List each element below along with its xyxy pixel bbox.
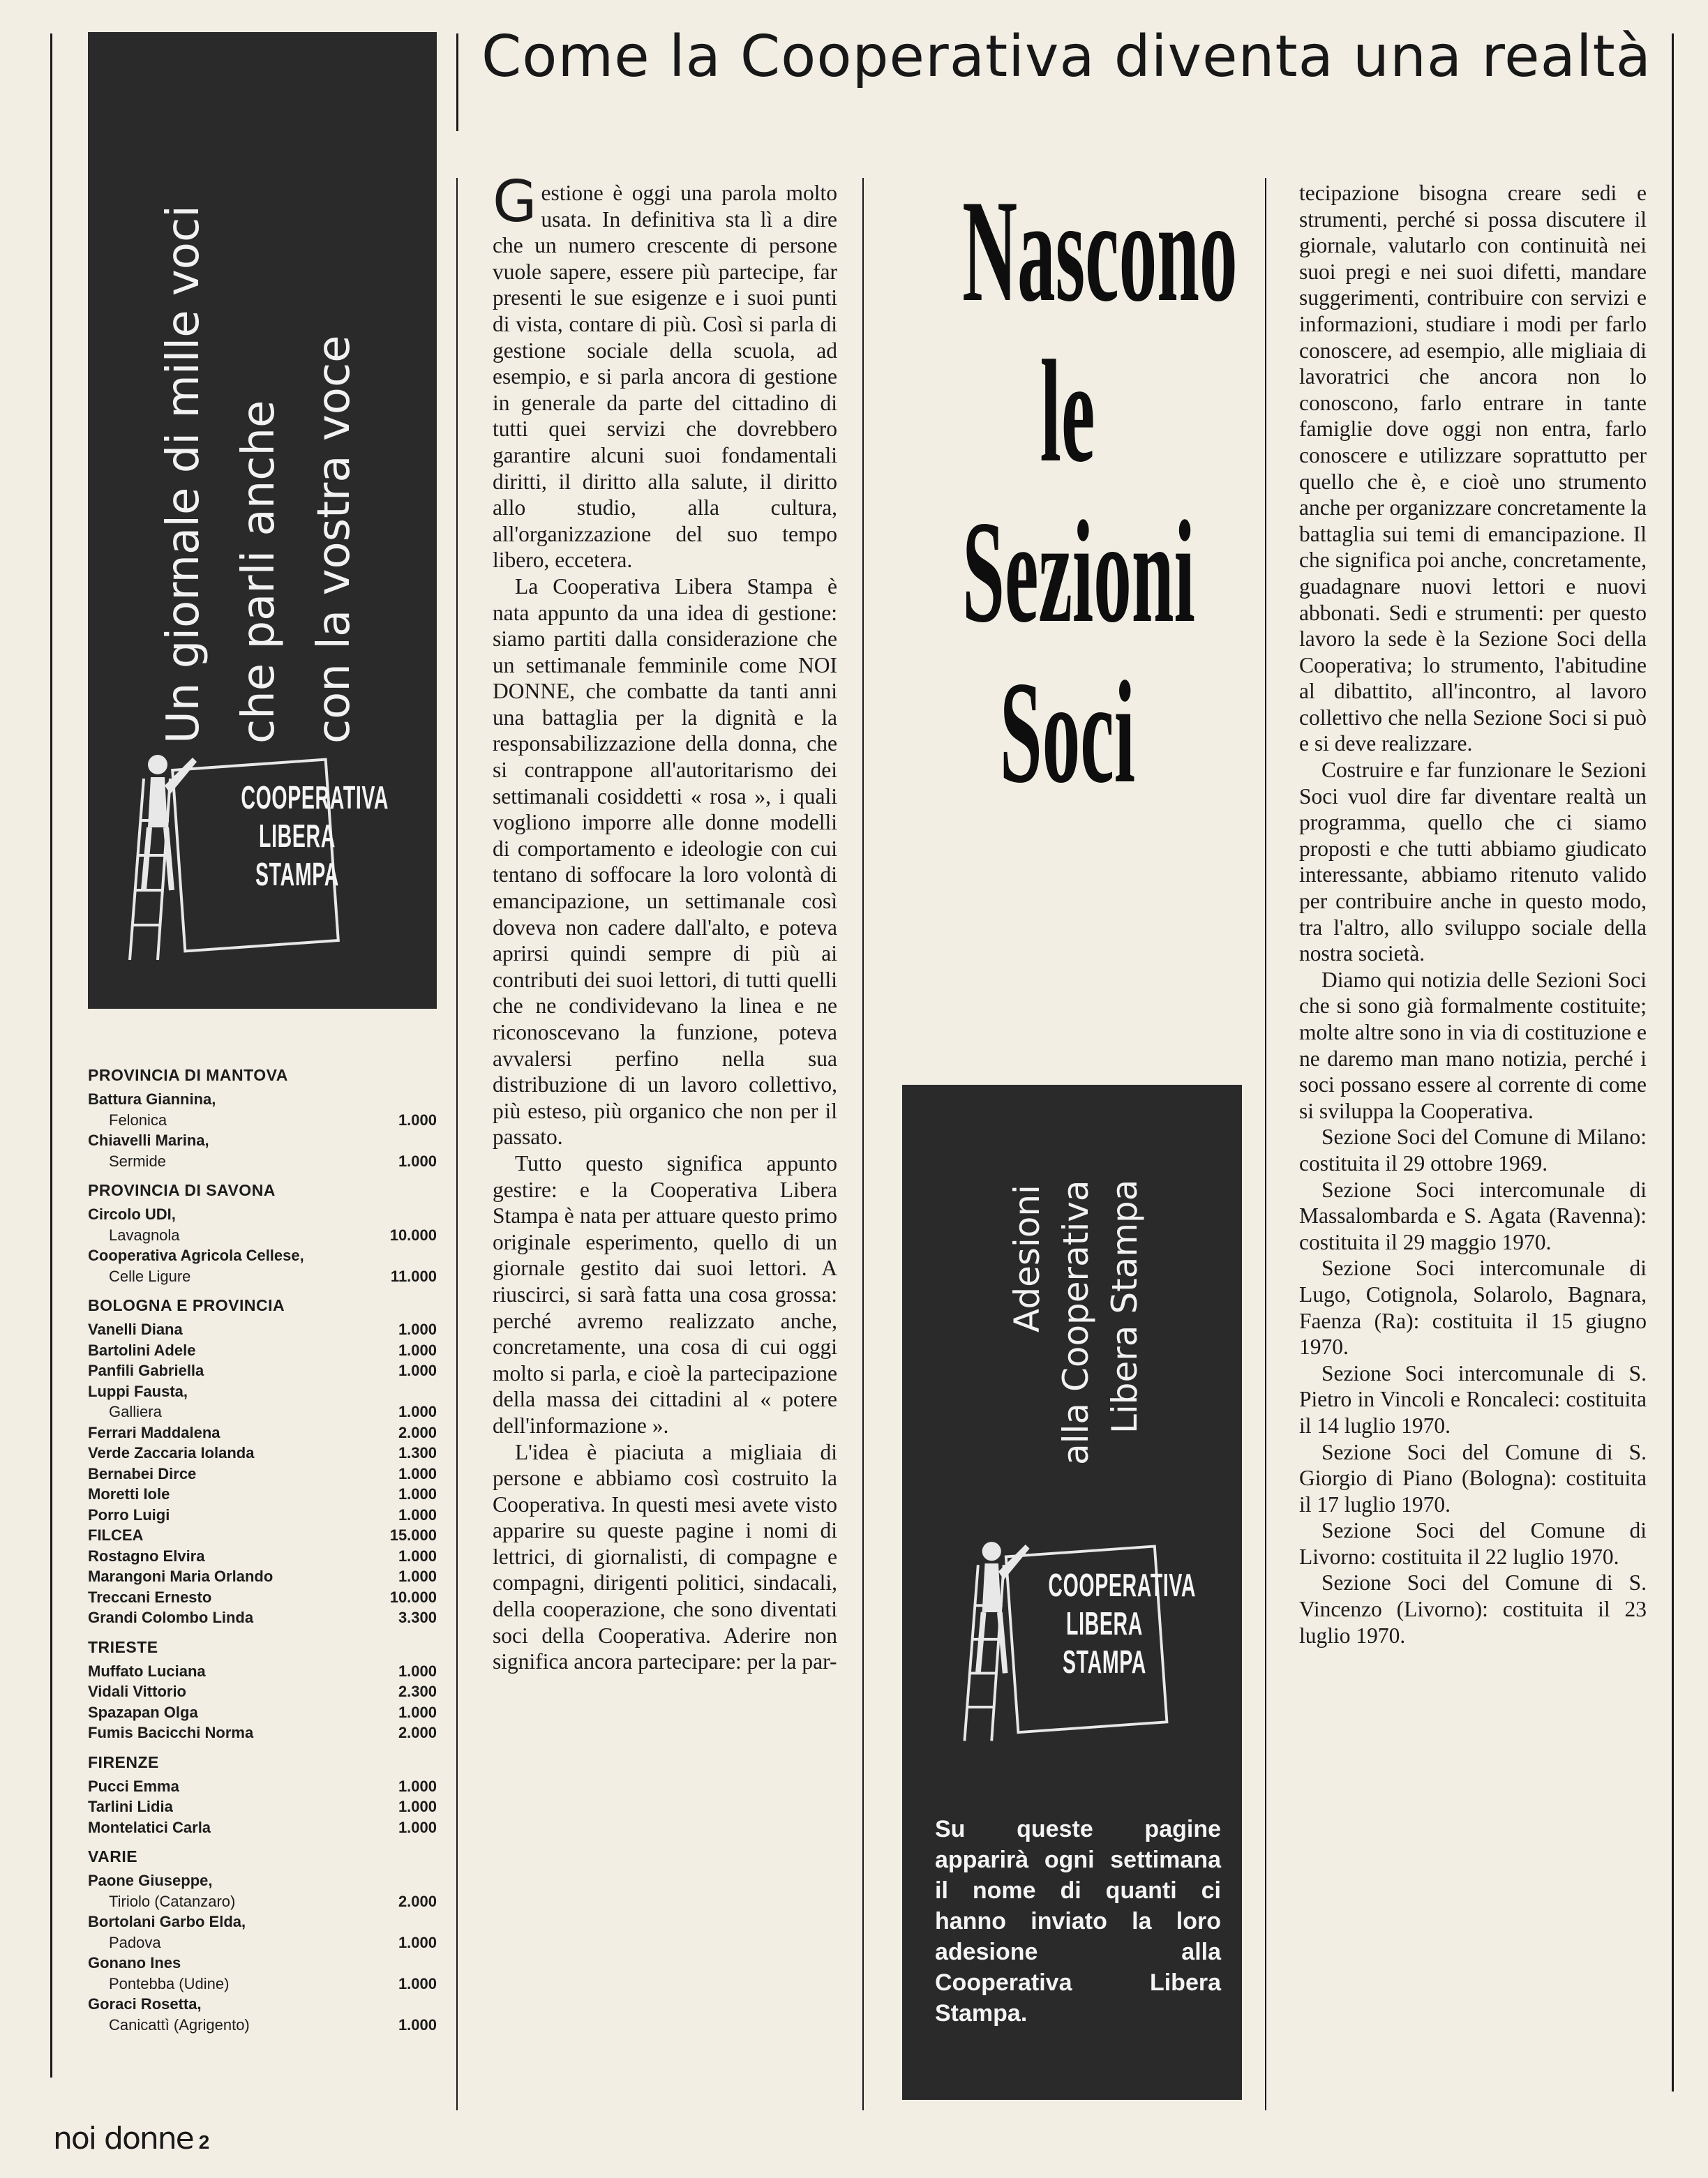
donor-row xyxy=(88,1870,437,1891)
donor-name: Battura Giannina, xyxy=(88,1090,216,1108)
page-title: Come la Cooperativa diventa una realtà xyxy=(481,24,1652,90)
donor-name: Cooperativa Agricola Cellese, xyxy=(88,1247,304,1264)
donor-name: Paone Giuseppe, xyxy=(88,1872,213,1889)
donor-name: Montelatici Carla xyxy=(88,1818,211,1836)
donor-name: Pucci Emma xyxy=(88,1777,179,1795)
donor-name: Vanelli Diana xyxy=(88,1321,183,1338)
donor-amount: 1.000 xyxy=(398,1362,437,1379)
donor-amount: 1.000 xyxy=(398,1547,437,1565)
column-rule-1 xyxy=(456,178,458,2110)
article-paragraph: Sezione Soci intercomunale di Massalombarda e S. Agata (Ravenna): costituita il 29 maggio 1970. xyxy=(1299,1177,1647,1254)
donor-amount: 1.000 xyxy=(398,1464,437,1482)
donor-name: Panfili Gabriella xyxy=(88,1362,204,1379)
page-number: 2 xyxy=(198,2131,210,2153)
donor-amount: 1.000 xyxy=(398,1321,437,1338)
drop-cap: G xyxy=(493,169,537,235)
logo-line: LIBERA xyxy=(1066,1605,1143,1642)
donor-row xyxy=(88,1319,437,1340)
donor-amount: 11.000 xyxy=(390,1267,437,1285)
donor-amount: 1.000 xyxy=(398,1568,437,1585)
donor-group-heading: VARIE xyxy=(88,1847,138,1865)
donor-amount: 1.000 xyxy=(398,1798,437,1815)
donor-amount: 1.000 xyxy=(398,1662,437,1680)
donor-name: Galliera xyxy=(109,1403,162,1420)
headline-word: Soci xyxy=(999,652,1136,813)
donor-name: Canicattì (Agrigento) xyxy=(109,2015,250,2034)
donor-row xyxy=(88,1110,437,1131)
donor-row xyxy=(88,1722,437,1743)
donor-name: FILCEA xyxy=(88,1526,144,1544)
donor-amount: 1.000 xyxy=(398,1485,437,1503)
column-rule-2 xyxy=(862,178,864,2110)
logo-line: COOPERATIVA xyxy=(241,779,389,816)
logo-line: COOPERATIVA xyxy=(1048,1567,1197,1603)
paragraph-text: estione è oggi una parola molto usata. In definitiva sta lì a dire che un numero crescente di persone vuole sapere, essere più partecipe, far presenti le sue esigenze e i suoi punti di vista, contare di più. Così si parla di gestione sociale della scuola, ad esempio, e si parla ancora di gestione in generale da parte del cittadino di tutti quei servizi che dovrebbero garantire alcuni suoi fondamentali diritti, il diritto alla salute, il diritto allo studio, alla cultura, all'organizzazione del suo tempo libero, eccetera. xyxy=(493,181,837,573)
headline-word: le xyxy=(1040,331,1095,493)
donor-name: Bartolini Adele xyxy=(88,1341,196,1359)
article-column-right xyxy=(1299,180,1647,1648)
donor-group-heading: PROVINCIA DI MANTOVA xyxy=(88,1066,288,1084)
article-paragraph xyxy=(493,169,837,573)
donor-amount: 1.000 xyxy=(398,1703,437,1721)
donor-name: Luppi Fausta, xyxy=(88,1382,188,1400)
donor-name: Moretti Iole xyxy=(88,1485,170,1503)
donor-name: Gonano Ines xyxy=(88,1954,181,1972)
donor-name: Spazapan Olga xyxy=(88,1703,198,1721)
donor-name: Rostagno Elvira xyxy=(88,1547,205,1565)
donor-row xyxy=(88,1661,437,1682)
donor-name: Fumis Bacicchi Norma xyxy=(88,1724,254,1741)
donor-amount: 1.000 xyxy=(398,1341,437,1359)
donor-group xyxy=(88,1181,437,1286)
logo-line: STAMPA xyxy=(1063,1644,1146,1681)
donor-amount: 2.000 xyxy=(398,1724,437,1741)
donor-group xyxy=(88,1638,437,1743)
donor-row xyxy=(88,1443,437,1464)
donor-row xyxy=(88,1505,437,1526)
donor-group-heading: FIRENZE xyxy=(88,1752,159,1771)
article-paragraph: Sezione Soci del Comune di S. Vincenzo (Livorno): costituita il 23 luglio 1970. xyxy=(1299,1570,1647,1648)
donor-amount: 2.000 xyxy=(398,1892,437,1910)
donor-row xyxy=(88,1484,437,1505)
donor-row xyxy=(88,1546,437,1567)
donor-amount: 2.000 xyxy=(398,1423,437,1441)
donor-row xyxy=(88,1130,437,1151)
headline-word: Nascono xyxy=(962,170,1238,332)
donor-amount: 2.300 xyxy=(398,1683,437,1700)
banner-line-3: Libera Stampa xyxy=(1104,1179,1145,1434)
donor-name: Bernabei Dirce xyxy=(88,1464,197,1482)
donor-group xyxy=(88,1753,437,1838)
donor-row xyxy=(88,1402,437,1422)
donor-group-heading: TRIESTE xyxy=(88,1637,158,1656)
donor-name: Bortolani Garbo Elda, xyxy=(88,1913,246,1930)
donor-name: Verde Zaccaria Iolanda xyxy=(88,1444,255,1462)
left-banner xyxy=(88,32,437,1009)
donor-row xyxy=(88,1422,437,1443)
paragraph-text: Tutto questo significa appunto gestire: e la Cooperativa Libera Stampa è nata per attuare questo primo originale esperimento, quello di un giornale gestito dai suoi lettori. A riuscirci, si sarà fatta una cosa grossa: perché avremo realizzato anche, concretamente, una cosa di cui oggi molto si parla, e cioè la partecipazione della massa dei cittadini al « potere dell'informazione ». xyxy=(493,1150,837,1438)
donor-row xyxy=(88,1360,437,1381)
donor-amount: 15.000 xyxy=(389,1526,437,1544)
donor-row xyxy=(88,1225,437,1246)
donor-group xyxy=(88,1296,437,1628)
article-paragraph: Sezione Soci del Comune di Livorno: costituita il 22 luglio 1970. xyxy=(1299,1518,1647,1569)
donor-name: Sermide xyxy=(109,1152,166,1170)
adhesions-note: Su queste pagine apparirà ogni settimana il nome di quanti ci hanno inviato la loro adesione alla Cooperativa Libera Stampa. xyxy=(935,1816,1221,2027)
donor-name: Porro Luigi xyxy=(88,1505,170,1524)
donor-amount: 10.000 xyxy=(389,1226,437,1244)
title-right-rule xyxy=(1672,33,1674,2091)
donor-row xyxy=(88,1464,437,1485)
donor-row xyxy=(88,1381,437,1402)
logo-line: STAMPA xyxy=(255,856,339,893)
donor-row xyxy=(88,1702,437,1723)
donor-group-heading: PROVINCIA DI SAVONA xyxy=(88,1181,276,1199)
donor-row xyxy=(88,2015,437,2036)
paragraph-text: La Cooperativa Libera Stampa è nata appunto da una idea di gestione: siamo partiti dalla considerazione che un settimanale femminile come NOI DONNE, che combatte da tanti anni una battaglia per la dignità e la responsabilizzazione della donna, che si contrappone all'autoritarismo dei settimanali cosiddetti « rosa », i quali vogliono imporre alle donne modelli di comportamento e ideologie con cui tentano di soffocare la loro volontà di emancipazione, un settimanale così doveva non cadere dall'alto, e poteva aprirsi quindi sempre di più ai contributi dei suoi lettori, di tutti quelli che ne condividevano la linea e ne riconoscevano la funzione, poteva avvalersi perfino nella sua distribuzione di un lavoro collettivo, più esteso, più organico che non per il passato. xyxy=(493,573,837,1150)
article-column-left xyxy=(493,169,837,1675)
donor-row xyxy=(88,1607,437,1628)
donor-name: Goraci Rosetta, xyxy=(88,1995,202,2013)
donor-amount: 10.000 xyxy=(389,1588,437,1606)
donor-name: Marangoni Maria Orlando xyxy=(88,1568,274,1585)
donor-row xyxy=(88,1245,437,1266)
donor-row xyxy=(88,1151,437,1172)
donor-row xyxy=(88,1204,437,1225)
article-paragraph: Costruire e far funzionare le Sezioni Soci vuol dire far diventare realtà un programma, quello che ci siamo proposti e che tutti abbiamo giudicato interessante, abbiamo ritenuto valido per contribuire anche in questo modo, tra l'altro, allo sviluppo sociale della nostra società. xyxy=(1299,758,1647,966)
paragraph-text: L'idea è piaciuta a migliaia di persone e abbiamo così costruito la Cooperativa. In questi mesi avete visto apparire su queste pagine i nomi di lettrici, di giornalisti, di compagne e compagni, dirigenti politici, sindacali, della cooperazione, che sono diventati soci della Cooperativa. Aderire non significa ancora partecipare: per la par- xyxy=(493,1439,837,1674)
donor-name: Ferrari Maddalena xyxy=(88,1423,220,1441)
title-left-rule xyxy=(456,33,458,131)
donor-name: Celle Ligure xyxy=(109,1267,191,1285)
column-rule-3 xyxy=(1265,178,1266,2110)
article-paragraph: Sezione Soci del Comune di Milano: costituita il 29 ottobre 1969. xyxy=(1299,1125,1647,1176)
logo-line: LIBERA xyxy=(259,818,336,855)
donor-name: Tiriolo (Catanzaro) xyxy=(109,1892,236,1910)
donor-name: Pontebba (Udine) xyxy=(109,1974,230,1992)
donor-amount: 1.300 xyxy=(398,1444,437,1462)
left-logo-text xyxy=(241,779,389,894)
donor-name: Felonica xyxy=(109,1111,167,1129)
donor-row xyxy=(88,1776,437,1797)
donor-amount: 1.000 xyxy=(398,2015,437,2034)
donor-name: Muffato Luciana xyxy=(88,1662,206,1680)
donors-list xyxy=(88,1066,437,2045)
banner-line-1: Adesioni xyxy=(1007,1185,1047,1332)
donor-row xyxy=(88,1891,437,1912)
banner-line-2: alla Cooperativa xyxy=(1056,1180,1096,1465)
donor-amount: 1.000 xyxy=(398,1505,437,1524)
donor-row xyxy=(88,1089,437,1110)
article-paragraph: Sezione Soci intercomunale di S. Pietro in Vincoli e Roncaleci: costituita il 14 luglio 1970. xyxy=(1299,1360,1647,1438)
donor-amount: 1.000 xyxy=(398,1111,437,1129)
donor-group-heading: BOLOGNA E PROVINCIA xyxy=(88,1296,285,1314)
article-paragraph xyxy=(493,573,837,1150)
footer xyxy=(53,2121,209,2156)
donor-group xyxy=(88,1847,437,2035)
donor-name: Tarlini Lidia xyxy=(88,1798,173,1815)
donor-row xyxy=(88,1681,437,1702)
donor-name: Lavagnola xyxy=(109,1226,180,1244)
donor-amount: 1.000 xyxy=(398,1152,437,1170)
donor-amount: 1.000 xyxy=(398,1818,437,1836)
donor-name: Chiavelli Marina, xyxy=(88,1132,209,1149)
article-paragraph: Diamo qui notizia delle Sezioni Soci che si sono già formalmente costituite; molte altre sono in via di costituzione e ne daremo man mano notizia, perché i soci possano essere al corrente di come si sviluppa la Cooperativa. xyxy=(1299,967,1647,1123)
donor-amount: 1.000 xyxy=(398,1403,437,1420)
donor-row xyxy=(88,1932,437,1953)
donor-name: Padova xyxy=(109,1933,161,1951)
banner-line-2: che parli anche xyxy=(233,400,285,744)
article-paragraph: tecipazione bisogna creare sedi e strumenti, perché si possa discutere il giornale, valutarlo con continuità nei suoi pregi e nei suoi difetti, mandare suggerimenti, contribuire con servizi e informazioni, studiare i modi per farlo conoscere, ad esempio, alle migliaia di lavoratrici che ancora non lo conoscono, farlo entrare in tante famiglie dove oggi non entra, farlo conoscere e utilizzare soprattutto per quello che è, e cioè uno strumento anche per organizzare concretamente la battaglia sui temi di emancipazione. Il che significa poi anche, concretamente, guadagnare nuovi lettori e nuovi abbonati. Sedi e strumenti: per questo lavoro la sede è la Sezione Soci della Cooperativa; lo strumento, l'abitudine al dibattito, all'incontro, al lavoro collettivo che nella Sezione Soci si può e si deve realizzare. xyxy=(1299,181,1647,756)
donor-amount: 1.000 xyxy=(398,1933,437,1951)
donor-row xyxy=(88,1566,437,1587)
donor-row xyxy=(88,1974,437,1995)
donor-name: Treccani Ernesto xyxy=(88,1588,212,1606)
article-paragraph xyxy=(493,1439,837,1675)
donor-amount: 3.300 xyxy=(398,1609,437,1626)
donor-row xyxy=(88,1525,437,1546)
article-paragraph: Sezione Soci del Comune di S. Giorgio di Piano (Bologna): costituita il 17 luglio 1970. xyxy=(1299,1439,1647,1517)
article-paragraph: Sezione Soci intercomunale di Lugo, Cotignola, Solarolo, Bagnara, Faenza (Ra): costituita il 15 giugno 1970. xyxy=(1299,1256,1647,1360)
donor-row xyxy=(88,1994,437,2015)
banner-line-1: Un giornale di mille voci xyxy=(158,205,209,744)
donor-group xyxy=(88,1066,437,1171)
donor-row xyxy=(88,1587,437,1608)
donor-row xyxy=(88,1817,437,1838)
donor-row xyxy=(88,1953,437,1974)
banner-line-3: con la vostra voce xyxy=(308,335,360,744)
donor-row xyxy=(88,1340,437,1361)
headline-word: Sezioni xyxy=(962,491,1195,653)
donor-name: Vidali Vittorio xyxy=(88,1683,186,1700)
donor-name: Circolo UDI, xyxy=(88,1206,176,1223)
donor-name: Grandi Colombo Linda xyxy=(88,1609,254,1626)
right-logo-text xyxy=(1048,1566,1197,1682)
donor-amount: 1.000 xyxy=(398,1777,437,1795)
article-paragraph xyxy=(493,1150,837,1439)
donor-amount: 1.000 xyxy=(398,1974,437,1992)
magazine-logo: noi donne xyxy=(53,2121,193,2156)
donor-row xyxy=(88,1912,437,1932)
donor-row xyxy=(88,1266,437,1287)
donor-row xyxy=(88,1796,437,1817)
left-margin-rule xyxy=(50,33,52,2078)
